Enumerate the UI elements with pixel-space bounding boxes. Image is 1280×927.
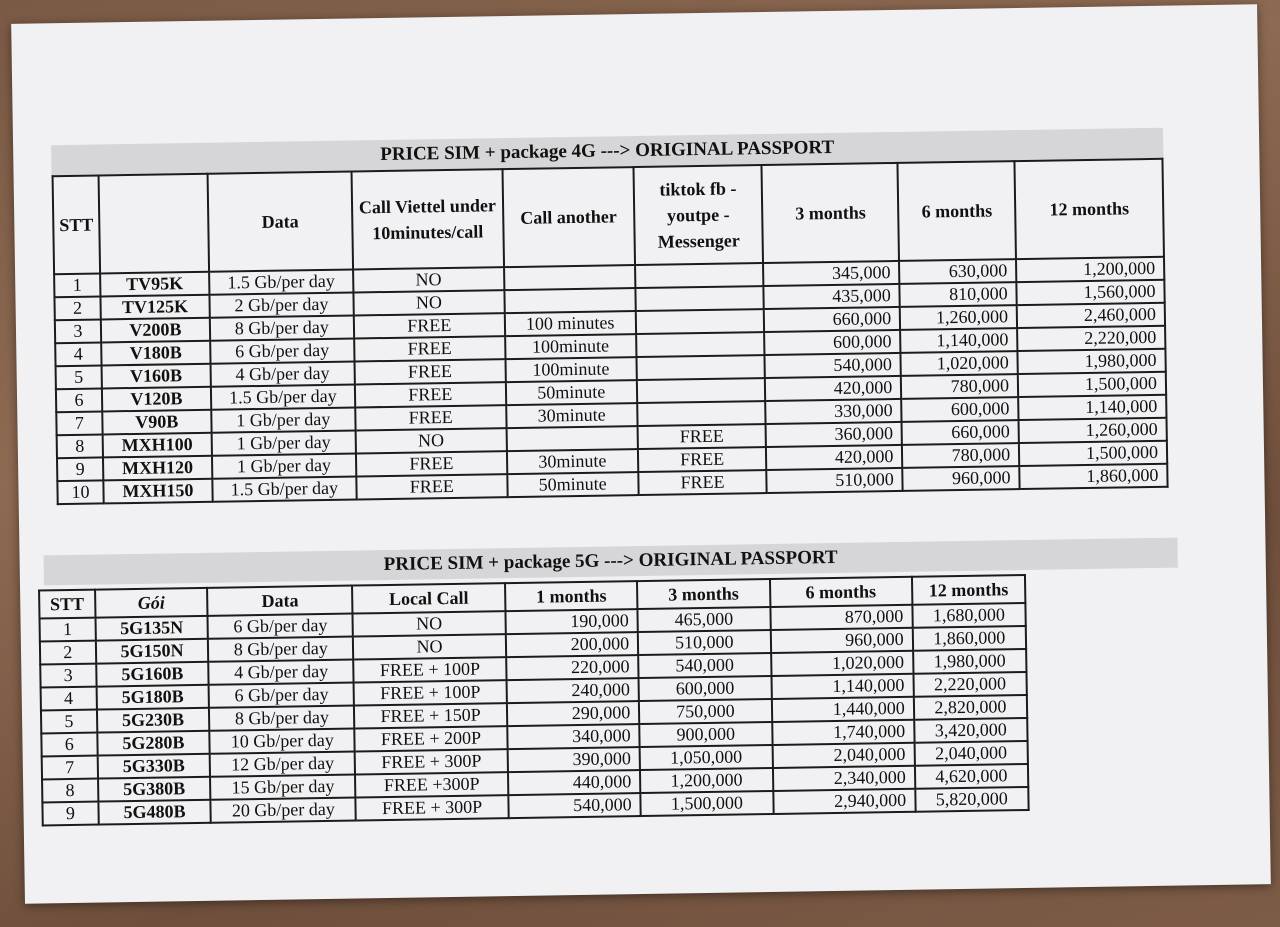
table-4g-title: PRICE SIM + package 4G ---> ORIGINAL PASSPORT bbox=[51, 128, 1163, 175]
table-4g bbox=[52, 158, 1169, 505]
header-stt: STT bbox=[39, 590, 95, 619]
cell-stt: 7 bbox=[56, 411, 102, 435]
header-3-months: 3 months bbox=[637, 579, 770, 609]
cell-call-another: 30minute bbox=[507, 449, 638, 474]
table-4g-body bbox=[54, 257, 1167, 504]
cell-stt: 6 bbox=[56, 388, 102, 412]
cell-12-months: 1,980,000 bbox=[913, 649, 1027, 674]
table-5g bbox=[38, 574, 1030, 826]
cell-6-months: 2,340,000 bbox=[772, 766, 915, 791]
cell-call-viettel: FREE bbox=[354, 359, 505, 384]
cell-stt: 9 bbox=[42, 802, 98, 826]
cell-stt: 7 bbox=[42, 756, 98, 780]
cell-local-call: FREE + 150P bbox=[354, 703, 507, 728]
cell-6-months: 1,140,000 bbox=[900, 328, 1017, 353]
cell-12-months: 1,560,000 bbox=[1016, 280, 1164, 305]
cell-call-another bbox=[504, 288, 635, 313]
header-code bbox=[98, 174, 208, 274]
cell-stt: 4 bbox=[55, 342, 101, 366]
cell-1-months: 290,000 bbox=[507, 701, 640, 726]
cell-package-code: MXH150 bbox=[103, 479, 212, 504]
cell-call-another bbox=[504, 265, 635, 290]
cell-6-months: 960,000 bbox=[903, 466, 1020, 491]
cell-stt: 5 bbox=[56, 365, 102, 389]
cell-12-months: 1,860,000 bbox=[912, 626, 1026, 651]
cell-3-months: 600,000 bbox=[764, 330, 900, 355]
cell-social: FREE bbox=[637, 424, 766, 449]
cell-stt: 1 bbox=[54, 273, 100, 297]
cell-3-months: 420,000 bbox=[766, 445, 902, 470]
cell-call-another: 50minute bbox=[507, 472, 638, 497]
cell-3-months: 420,000 bbox=[765, 376, 901, 401]
cell-social: FREE bbox=[638, 447, 767, 472]
cell-data: 8 Gb/per day bbox=[210, 315, 354, 340]
cell-package-code: 5G280B bbox=[97, 731, 210, 756]
cell-data: 6 Gb/per day bbox=[208, 614, 353, 639]
cell-data: 12 Gb/per day bbox=[210, 752, 355, 777]
cell-12-months: 1,500,000 bbox=[1019, 441, 1167, 466]
cell-3-months: 600,000 bbox=[639, 676, 772, 701]
cell-3-months: 1,500,000 bbox=[641, 791, 774, 816]
cell-call-another: 100minute bbox=[505, 357, 636, 382]
cell-package-code: TV95K bbox=[100, 272, 209, 297]
cell-3-months: 660,000 bbox=[764, 307, 900, 332]
cell-3-months: 330,000 bbox=[766, 399, 902, 424]
cell-6-months: 2,040,000 bbox=[772, 743, 915, 768]
table-5g-block bbox=[38, 538, 1182, 827]
cell-1-months: 340,000 bbox=[507, 724, 640, 749]
cell-6-months: 1,740,000 bbox=[772, 720, 915, 745]
cell-local-call: FREE + 300P bbox=[355, 749, 508, 774]
cell-stt: 6 bbox=[41, 733, 97, 757]
cell-data: 1.5 Gb/per day bbox=[212, 476, 356, 501]
cell-local-call: FREE + 200P bbox=[355, 726, 508, 751]
cell-3-months: 750,000 bbox=[639, 699, 772, 724]
cell-call-viettel: NO bbox=[353, 267, 504, 292]
cell-6-months: 960,000 bbox=[770, 628, 913, 653]
cell-call-viettel: FREE bbox=[354, 336, 505, 361]
cell-data: 1 Gb/per day bbox=[211, 430, 355, 455]
cell-12-months: 4,620,000 bbox=[915, 764, 1029, 789]
cell-data: 1 Gb/per day bbox=[212, 453, 356, 478]
cell-package-code: MXH120 bbox=[103, 456, 212, 481]
header-call-another: Call another bbox=[502, 167, 635, 267]
cell-6-months: 600,000 bbox=[901, 397, 1018, 422]
cell-data: 4 Gb/per day bbox=[209, 660, 354, 685]
cell-social bbox=[635, 286, 764, 311]
cell-package-code: 5G150N bbox=[95, 639, 208, 664]
cell-6-months: 780,000 bbox=[902, 443, 1019, 468]
cell-6-months: 870,000 bbox=[770, 605, 913, 630]
cell-package-code: V200B bbox=[101, 318, 210, 343]
cell-6-months: 2,940,000 bbox=[773, 789, 916, 814]
cell-package-code: 5G230B bbox=[97, 708, 210, 733]
cell-data: 1.5 Gb/per day bbox=[211, 384, 355, 409]
cell-6-months: 1,020,000 bbox=[901, 351, 1018, 376]
cell-data: 1 Gb/per day bbox=[211, 407, 355, 432]
cell-local-call: NO bbox=[353, 634, 506, 659]
header-12-months: 12 months bbox=[912, 575, 1026, 605]
cell-3-months: 510,000 bbox=[767, 468, 903, 493]
cell-call-another: 50minute bbox=[506, 380, 637, 405]
cell-stt: 9 bbox=[57, 457, 103, 481]
cell-package-code: V160B bbox=[101, 364, 210, 389]
cell-12-months: 1,860,000 bbox=[1019, 464, 1167, 489]
cell-local-call: NO bbox=[353, 611, 506, 636]
header-social: tiktok fb - youtpe - Messenger bbox=[633, 165, 763, 265]
cell-12-months: 2,460,000 bbox=[1017, 303, 1165, 328]
cell-data: 1.5 Gb/per day bbox=[209, 270, 353, 295]
cell-package-code: 5G135N bbox=[95, 616, 208, 641]
cell-social bbox=[635, 263, 764, 288]
cell-stt: 8 bbox=[57, 434, 103, 458]
cell-stt: 3 bbox=[40, 664, 96, 688]
cell-1-months: 200,000 bbox=[506, 632, 639, 657]
cell-3-months: 345,000 bbox=[763, 261, 899, 286]
cell-package-code: V120B bbox=[102, 387, 211, 412]
cell-stt: 2 bbox=[40, 641, 96, 665]
cell-6-months: 1,440,000 bbox=[771, 697, 914, 722]
cell-call-viettel: FREE bbox=[356, 474, 507, 499]
cell-12-months: 1,500,000 bbox=[1018, 372, 1166, 397]
cell-package-code: TV125K bbox=[100, 295, 209, 320]
cell-call-viettel: FREE bbox=[355, 405, 506, 430]
cell-12-months: 1,260,000 bbox=[1019, 418, 1167, 443]
cell-12-months: 1,980,000 bbox=[1018, 349, 1166, 374]
cell-call-another: 30minute bbox=[506, 403, 637, 428]
cell-call-viettel: FREE bbox=[356, 451, 507, 476]
cell-package-code: 5G380B bbox=[98, 777, 211, 802]
cell-package-code: 5G480B bbox=[98, 800, 211, 825]
cell-6-months: 630,000 bbox=[899, 259, 1016, 284]
cell-package-code: V180B bbox=[101, 341, 210, 366]
cell-package-code: 5G180B bbox=[96, 685, 209, 710]
cell-6-months: 1,140,000 bbox=[771, 674, 914, 699]
cell-1-months: 240,000 bbox=[506, 678, 639, 703]
cell-call-viettel: FREE bbox=[354, 313, 505, 338]
cell-social bbox=[637, 378, 766, 403]
header-data: Data bbox=[207, 172, 353, 272]
cell-call-another: 100minute bbox=[505, 334, 636, 359]
cell-package-code: V90B bbox=[102, 410, 211, 435]
cell-12-months: 5,820,000 bbox=[915, 787, 1029, 812]
cell-package-code: MXH100 bbox=[103, 433, 212, 458]
cell-social bbox=[637, 401, 766, 426]
cell-stt: 5 bbox=[41, 710, 97, 734]
cell-social bbox=[636, 332, 765, 357]
cell-6-months: 660,000 bbox=[902, 420, 1019, 445]
cell-data: 2 Gb/per day bbox=[209, 292, 353, 317]
header-12-months: 12 months bbox=[1015, 159, 1164, 259]
cell-data: 20 Gb/per day bbox=[211, 798, 356, 823]
cell-6-months: 1,260,000 bbox=[900, 305, 1017, 330]
cell-package-code: 5G160B bbox=[96, 662, 209, 687]
cell-data: 8 Gb/per day bbox=[208, 637, 353, 662]
table-5g-title: PRICE SIM + package 5G ---> ORIGINAL PASSPORT bbox=[44, 538, 1178, 586]
cell-social bbox=[636, 355, 765, 380]
table-5g-body bbox=[40, 603, 1029, 825]
cell-3-months: 900,000 bbox=[639, 722, 772, 747]
cell-12-months: 2,220,000 bbox=[913, 672, 1027, 697]
cell-1-months: 220,000 bbox=[506, 655, 639, 680]
cell-1-months: 190,000 bbox=[505, 609, 638, 634]
cell-social: FREE bbox=[638, 470, 767, 495]
cell-call-viettel: FREE bbox=[355, 382, 506, 407]
cell-local-call: FREE + 100P bbox=[353, 657, 506, 682]
cell-12-months: 2,820,000 bbox=[914, 695, 1028, 720]
cell-3-months: 1,200,000 bbox=[640, 768, 773, 793]
cell-social bbox=[636, 309, 765, 334]
cell-3-months: 540,000 bbox=[765, 353, 901, 378]
cell-3-months: 510,000 bbox=[638, 630, 771, 655]
header-goi: Gói bbox=[95, 588, 208, 618]
paper-sheet bbox=[11, 4, 1271, 903]
cell-stt: 3 bbox=[55, 319, 101, 343]
cell-3-months: 1,050,000 bbox=[640, 745, 773, 770]
cell-local-call: FREE + 300P bbox=[356, 795, 509, 820]
cell-data: 6 Gb/per day bbox=[209, 683, 354, 708]
cell-12-months: 2,040,000 bbox=[914, 741, 1028, 766]
cell-1-months: 440,000 bbox=[508, 770, 641, 795]
cell-package-code: 5G330B bbox=[97, 754, 210, 779]
cell-3-months: 360,000 bbox=[766, 422, 902, 447]
cell-stt: 2 bbox=[54, 296, 100, 320]
cell-stt: 4 bbox=[41, 687, 97, 711]
header-local-call: Local Call bbox=[352, 583, 505, 613]
cell-stt: 8 bbox=[42, 779, 98, 803]
cell-12-months: 3,420,000 bbox=[914, 718, 1028, 743]
cell-data: 8 Gb/per day bbox=[209, 706, 354, 731]
cell-12-months: 1,200,000 bbox=[1016, 257, 1164, 282]
cell-stt: 1 bbox=[40, 618, 96, 642]
cell-call-another bbox=[506, 426, 637, 451]
cell-3-months: 540,000 bbox=[638, 653, 771, 678]
header-6-months: 6 months bbox=[770, 577, 913, 607]
header-1-months: 1 months bbox=[505, 581, 638, 611]
cell-12-months: 1,140,000 bbox=[1018, 395, 1166, 420]
cell-call-viettel: NO bbox=[353, 290, 504, 315]
cell-1-months: 390,000 bbox=[507, 747, 640, 772]
cell-6-months: 810,000 bbox=[900, 282, 1017, 307]
cell-1-months: 540,000 bbox=[508, 793, 641, 818]
cell-local-call: FREE + 100P bbox=[354, 680, 507, 705]
cell-3-months: 435,000 bbox=[764, 284, 900, 309]
cell-data: 15 Gb/per day bbox=[210, 775, 355, 800]
header-stt: STT bbox=[53, 175, 100, 274]
cell-12-months: 2,220,000 bbox=[1017, 326, 1165, 351]
cell-data: 6 Gb/per day bbox=[210, 338, 354, 363]
cell-stt: 10 bbox=[57, 480, 103, 504]
table-4g-block bbox=[51, 128, 1169, 505]
cell-call-another: 100 minutes bbox=[504, 311, 635, 336]
header-6-months: 6 months bbox=[898, 161, 1016, 261]
header-call-viettel: Call Viettel under 10minutes/call bbox=[351, 169, 503, 269]
header-data: Data bbox=[207, 586, 352, 616]
cell-3-months: 465,000 bbox=[638, 607, 771, 632]
cell-6-months: 1,020,000 bbox=[771, 651, 914, 676]
cell-12-months: 1,680,000 bbox=[912, 603, 1026, 628]
cell-data: 4 Gb/per day bbox=[210, 361, 354, 386]
cell-6-months: 780,000 bbox=[901, 374, 1018, 399]
cell-call-viettel: NO bbox=[355, 428, 506, 453]
header-3-months: 3 months bbox=[762, 163, 899, 263]
cell-data: 10 Gb/per day bbox=[210, 729, 355, 754]
cell-local-call: FREE +300P bbox=[355, 772, 508, 797]
